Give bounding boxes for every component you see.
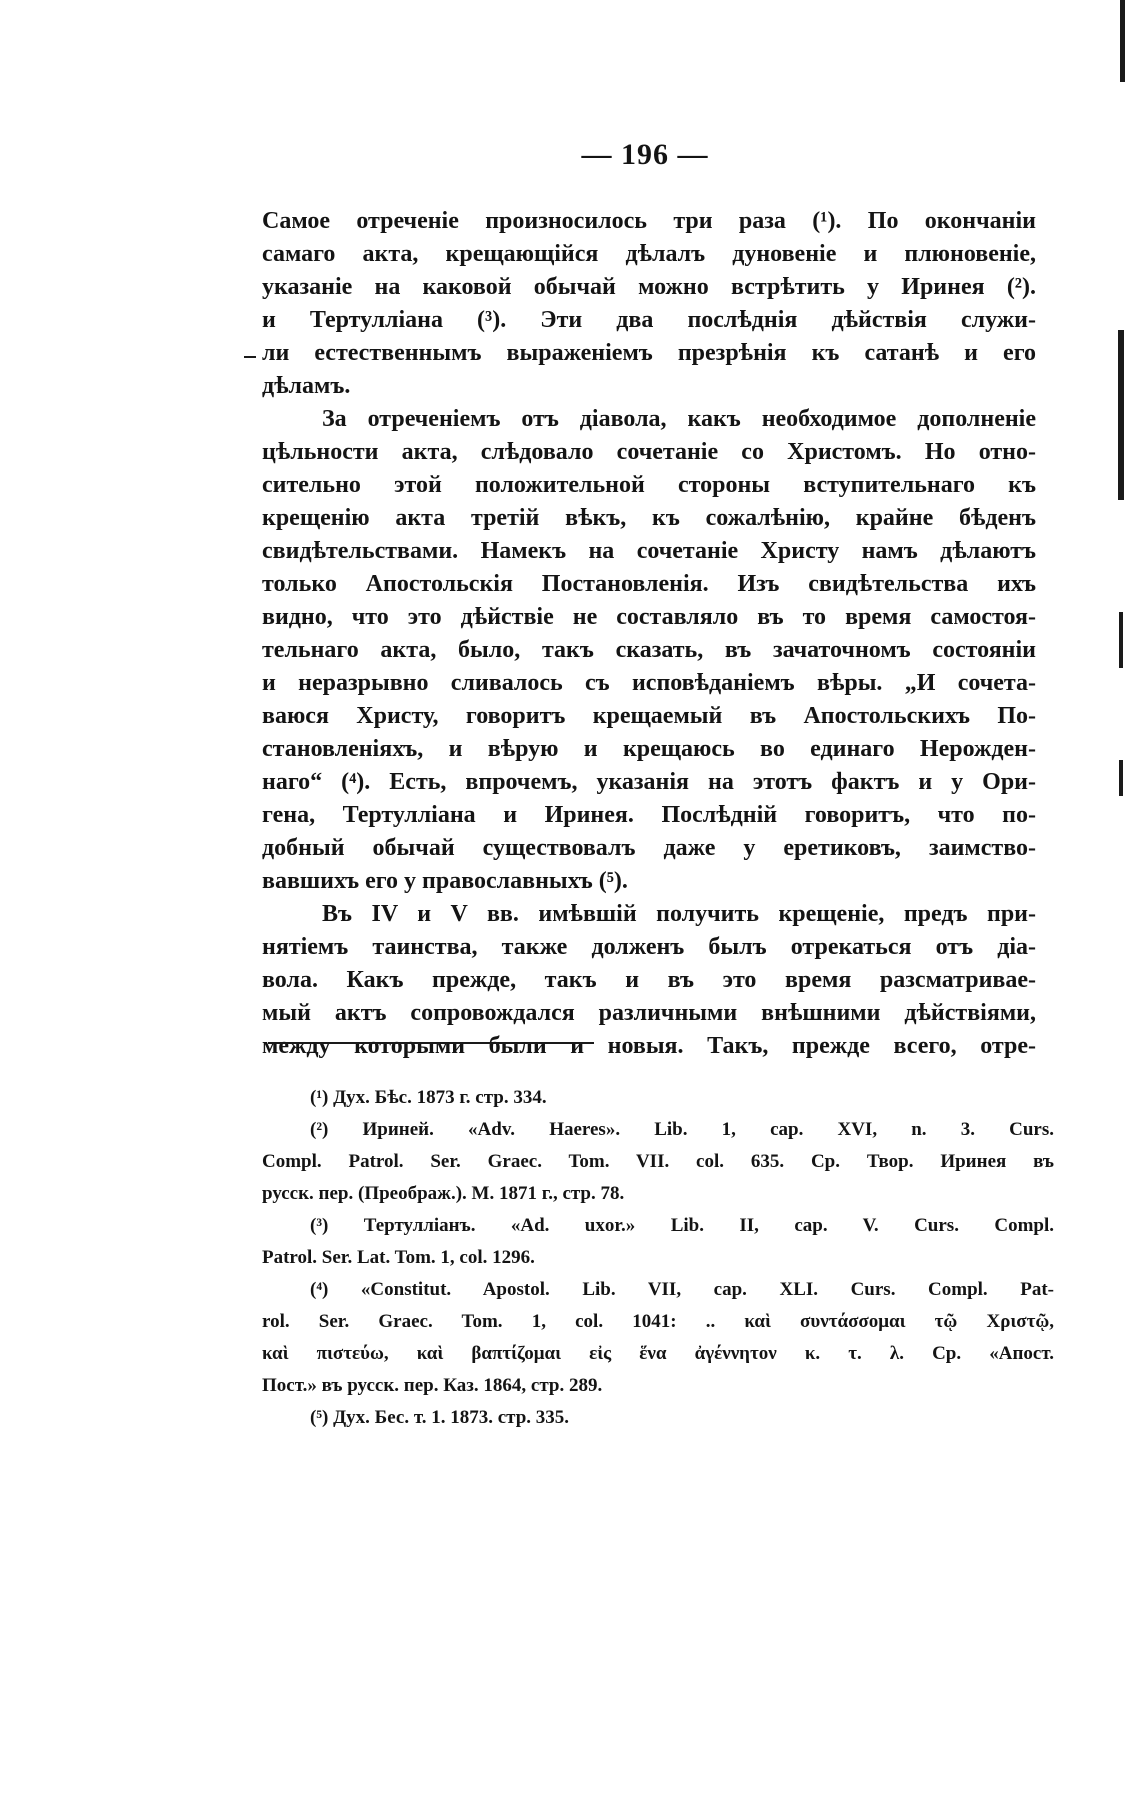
body-line: добный обычай существовалъ даже у еретиковъ, заимство- (262, 835, 1036, 861)
footnote-line: (⁴) «Constitut. Apostol. Lib. VII, cap. XLI. Curs. Compl. Pat- (310, 1279, 1054, 1300)
footnote-line: Compl. Patrol. Ser. Graec. Tom. VII. col. 635. Ср. Твор. Иринея въ (262, 1151, 1054, 1172)
footnote-separator (268, 1042, 594, 1044)
footnote-line: русск. пер. (Преображ.). М. 1871 г., стр. 78. (262, 1183, 625, 1204)
scan-edge-right-short (1119, 612, 1123, 668)
main-text (262, 205, 1036, 1063)
scan-edge-right-long (1118, 330, 1124, 500)
body-line: Самое отреченіе произносилось три раза (¹). По окончаніи (262, 208, 1036, 234)
body-line: указаніе на каковой обычай можно встрѣтить у Иринея (²). (262, 274, 1036, 300)
body-line: сительно этой положительной стороны вступительнаго къ (262, 472, 1036, 498)
footnotes (262, 1082, 1054, 1434)
body-line: видно, что это дѣйствіе не составляло въ то время самостоя- (262, 604, 1036, 630)
body-line: гена, Тертулліана и Иринея. Послѣдній говоритъ, что по- (262, 802, 1036, 828)
footnote-line: (⁵) Дух. Бес. т. 1. 1873. стр. 335. (310, 1407, 570, 1428)
body-line: самаго акта, крещающійся дѣлалъ дуновеніе и плюновеніе, (262, 241, 1036, 267)
body-line: и Тертулліана (³). Эти два послѣднія дѣйствія служи- (262, 307, 1036, 333)
scan-edge-top-right (1120, 0, 1125, 82)
body-line: свидѣтельствами. Намекъ на сочетаніе Христу намъ дѣлаютъ (262, 538, 1036, 564)
body-line: ли естественнымъ выраженіемъ презрѣнія къ сатанѣ и его (262, 340, 1036, 366)
footnote-line: Patrol. Ser. Lat. Tom. 1, col. 1296. (262, 1247, 535, 1268)
body-line: становленіяхъ, и вѣрую и крещаюсь во единаго Нерожден- (262, 736, 1036, 762)
footnote-line: rol. Ser. Graec. Tom. 1, col. 1041: .. καὶ συντάσσομαι τῷ Χριστῷ, (262, 1311, 1054, 1332)
body-line: и неразрывно сливалось съ исповѣданіемъ вѣры. „И сочета- (262, 670, 1036, 696)
body-line: Въ IV и V вв. имѣвшій получить крещеніе, предъ при- (322, 901, 1036, 927)
body-line: наго“ (⁴). Есть, впрочемъ, указанія на этотъ фактъ и у Ори- (262, 769, 1036, 795)
page-number: — 196 — (581, 138, 709, 171)
body-line: цѣльности акта, слѣдовало сочетаніе со Христомъ. Но отно- (262, 439, 1036, 465)
body-line: между которыми были и новыя. Такъ, прежде всего, отре- (262, 1033, 1036, 1059)
footnote-line: Пост.» въ русск. пер. Каз. 1864, стр. 289. (262, 1375, 603, 1396)
scan-edge-right-lower (1119, 760, 1123, 796)
scan-mark-left (244, 356, 256, 358)
body-line: крещенію акта третій вѣкъ, къ сожалѣнію, крайне бѣденъ (262, 505, 1036, 531)
body-line: дѣламъ. (262, 373, 351, 399)
body-line: мый актъ сопровождался различными внѣшними дѣйствіями, (262, 1000, 1036, 1026)
body-line: вавшихъ его у православныхъ (⁵). (262, 868, 628, 894)
footnote-line: (¹) Дух. Бѣс. 1873 г. стр. 334. (310, 1087, 547, 1108)
footnote-line: (²) Ириней. «Adv. Haeres». Lib. 1, cap. XVI, n. 3. Curs. (310, 1119, 1054, 1140)
body-line: вола. Какъ прежде, такъ и въ это время разсматривае- (262, 967, 1036, 993)
footnote-line: καὶ πιστεύω, καὶ βαπτίζομαι εἰς ἕνα ἀγέννητον κ. τ. λ. Ср. «Апост. (262, 1343, 1054, 1364)
body-line: только Апостольскія Постановленія. Изъ свидѣтельства ихъ (262, 571, 1036, 597)
body-line: ваюся Христу, говоритъ крещаемый въ Апостольскихъ По- (262, 703, 1036, 729)
body-line: тельнаго акта, было, такъ сказать, въ зачаточномъ состояніи (262, 637, 1036, 663)
body-line: нятіемъ таинства, также долженъ былъ отрекаться отъ діа- (262, 934, 1036, 960)
body-line: За отреченіемъ отъ діавола, какъ необходимое дополненіе (322, 406, 1036, 432)
footnote-line: (³) Тертулліанъ. «Ad. uxor.» Lib. II, cap. V. Curs. Compl. (310, 1215, 1054, 1236)
